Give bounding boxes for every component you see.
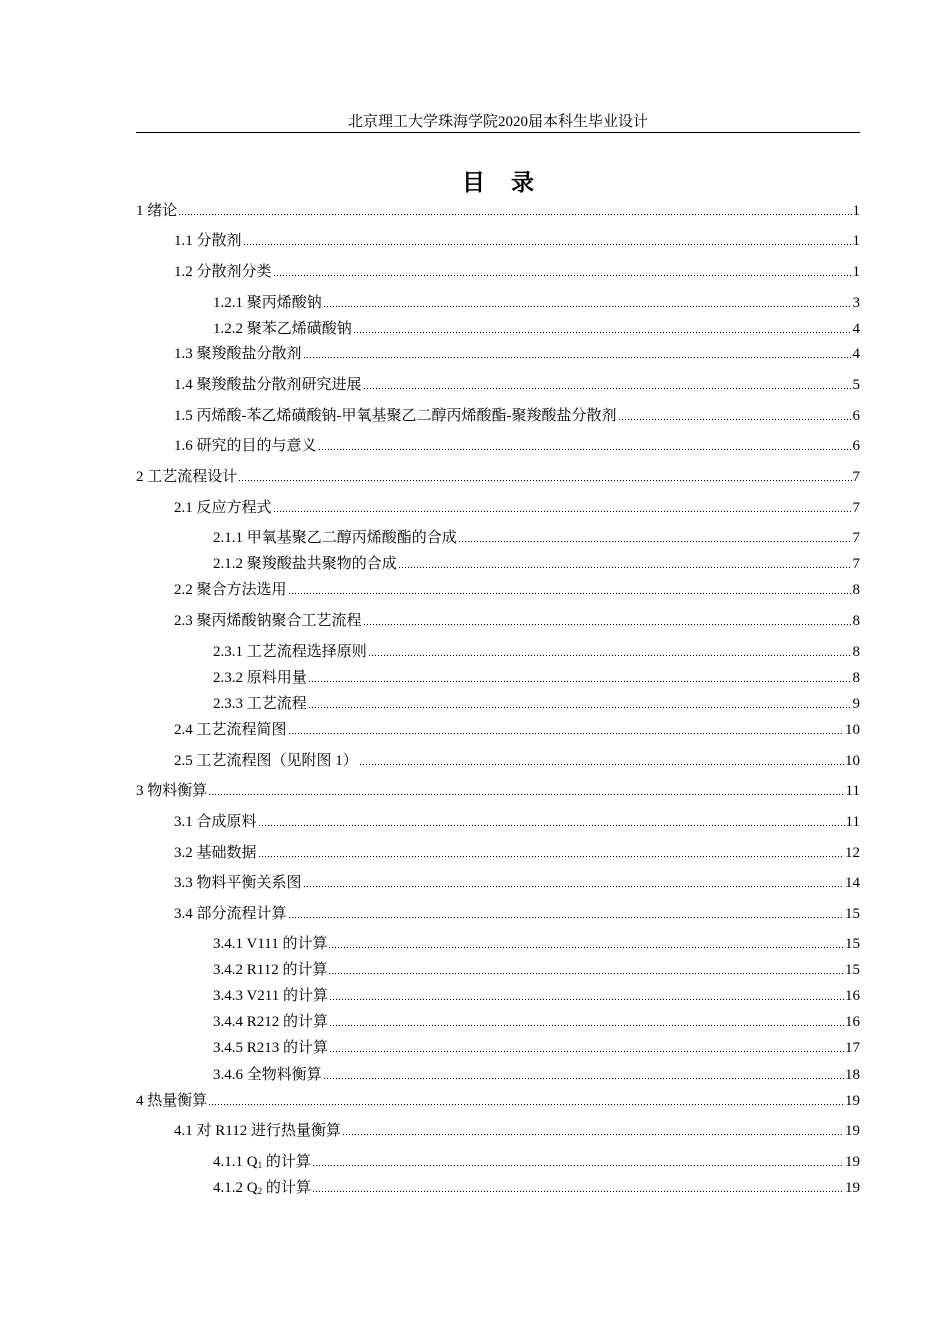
dot-leader [288, 732, 844, 736]
toc-page-number: 19 [845, 1093, 860, 1109]
toc-entry-3-4[interactable] [174, 905, 860, 923]
dot-leader [258, 824, 845, 828]
toc-entry-2-2[interactable] [174, 581, 860, 599]
toc-entry-label: 1.2.2 聚苯乙烯磺酸钠 [213, 321, 352, 337]
dot-leader [323, 305, 852, 309]
toc-page-number: 6 [852, 408, 860, 424]
toc-page-number: 8 [852, 582, 860, 598]
toc-entry-1[interactable] [136, 202, 860, 220]
dot-leader [323, 1077, 844, 1081]
toc-page-number: 3 [852, 295, 860, 311]
toc-entry-label: 2.5 工艺流程图（见附图 1） [174, 753, 358, 769]
toc-entry-label: 2.3 聚丙烯酸钠聚合工艺流程 [174, 613, 362, 629]
dot-leader [368, 654, 852, 658]
toc-entry-2-3-3[interactable] [213, 695, 860, 713]
dot-leader [288, 916, 844, 920]
toc-entry-3-4-6[interactable] [213, 1066, 860, 1084]
toc-entry-label: 1.3 聚羧酸盐分散剂 [174, 346, 302, 362]
toc-entry-2-1-2[interactable] [213, 555, 860, 573]
dot-leader [178, 213, 851, 217]
toc-page-number: 1 [852, 264, 860, 280]
toc-entry-label: 3.4.1 V111 的计算 [213, 936, 328, 952]
toc-entry-label: 3.2 基础数据 [174, 845, 257, 861]
toc-entry-2-3-2[interactable] [213, 669, 860, 687]
toc-entry-label: 2.1 反应方程式 [174, 500, 272, 516]
toc-entry-label: 3.4.3 V211 的计算 [213, 988, 329, 1004]
toc-page-number: 12 [845, 845, 860, 861]
toc-entry-4-1[interactable] [174, 1122, 860, 1140]
toc-entry-label: 2 工艺流程设计 [136, 469, 238, 485]
toc-entry-label: 2.1.1 甲氧基聚乙二醇丙烯酸酯的合成 [213, 530, 457, 546]
toc-title-char-1: 目 [462, 170, 485, 195]
toc-entry-2-1-1[interactable] [213, 529, 860, 547]
toc-entry-1-2-2[interactable] [213, 320, 860, 338]
toc-entry-label: 1 绪论 [136, 203, 178, 219]
toc-entry-2-4[interactable] [174, 721, 860, 739]
toc-entry-2[interactable] [136, 468, 860, 486]
label-prefix: 4.1.2 Q [213, 1180, 258, 1196]
toc-page-number: 1 [852, 233, 860, 249]
label-suffix: 的计算 [265, 1180, 311, 1196]
toc-entry-3-4-4[interactable] [213, 1013, 860, 1031]
toc-page-number: 8 [852, 613, 860, 629]
toc-entry-label: 2.4 工艺流程简图 [174, 722, 287, 738]
label-subscript: 2 [257, 1186, 263, 1196]
toc-entry-2-3[interactable] [174, 612, 860, 630]
toc-entry-label: 3 物料衡算 [136, 783, 208, 799]
dot-leader [363, 387, 852, 391]
toc-page-number: 19 [845, 1180, 860, 1196]
toc-entry-label: 2.3.1 工艺流程选择原则 [213, 644, 367, 660]
dot-leader [308, 680, 852, 684]
toc-entry-1-4[interactable] [174, 376, 860, 394]
toc-entry-label: 3.4.2 R112 的计算 [213, 962, 328, 978]
toc-page-number: 6 [852, 438, 860, 454]
dot-leader [329, 1024, 844, 1028]
toc-entry-label: 2.2 聚合方法选用 [174, 582, 287, 598]
dot-leader [288, 592, 852, 596]
toc-page-number: 4 [852, 321, 860, 337]
toc-entry-label [213, 1179, 311, 1197]
header-divider [136, 132, 860, 133]
toc-entry-3-3[interactable] [174, 874, 860, 892]
toc-entry-3-4-2[interactable] [213, 961, 860, 979]
toc-entry-label: 1.2.1 聚丙烯酸钠 [213, 295, 322, 311]
toc-entry-3-4-1[interactable] [213, 935, 860, 953]
toc-entry-label: 3.3 物料平衡关系图 [174, 875, 302, 891]
toc-entry-1-2[interactable] [174, 263, 860, 281]
toc-page-number: 11 [845, 783, 860, 799]
dot-leader [238, 479, 851, 483]
toc-entry-label: 2.3.2 原料用量 [213, 670, 307, 686]
dot-leader [342, 1133, 844, 1137]
toc-page-number: 8 [852, 644, 860, 660]
toc-entry-1-6[interactable] [174, 437, 860, 455]
toc-entry-label: 3.4.6 全物料衡算 [213, 1067, 322, 1083]
toc-entry-3-4-3[interactable] [213, 987, 860, 1005]
label-suffix: 的计算 [265, 1154, 311, 1170]
toc-page-number: 7 [852, 469, 860, 485]
toc-entry-label: 3.4 部分流程计算 [174, 906, 287, 922]
dot-leader [273, 274, 852, 278]
toc-page-number: 10 [845, 753, 860, 769]
toc-entry-label: 3.1 合成原料 [174, 814, 257, 830]
toc-entry-3-1[interactable] [174, 813, 860, 831]
toc-entry-1-5[interactable] [174, 407, 860, 425]
toc-entry-3-2[interactable] [174, 844, 860, 862]
toc-page-number: 14 [845, 875, 860, 891]
toc-page-number: 1 [852, 203, 860, 219]
toc-page-number: 5 [852, 377, 860, 393]
dot-leader [353, 331, 852, 335]
toc-entry-1-2-1[interactable] [213, 294, 860, 312]
dot-leader [303, 885, 844, 889]
toc-page-number: 8 [852, 670, 860, 686]
toc-entry-label: 3.4.5 R213 的计算 [213, 1040, 329, 1056]
toc-entry-4[interactable] [136, 1092, 860, 1110]
toc-entry-4-1-2[interactable] [213, 1179, 860, 1197]
dot-leader [458, 540, 852, 544]
dot-leader [398, 566, 852, 570]
dot-leader [208, 793, 844, 797]
dot-leader [329, 1050, 844, 1054]
dot-leader [258, 855, 844, 859]
toc-page-number: 9 [852, 696, 860, 712]
toc-entry-label: 1.1 分散剂 [174, 233, 242, 249]
dot-leader [329, 998, 844, 1002]
toc-page-number: 18 [845, 1067, 860, 1083]
toc-entry-label: 1.6 研究的目的与意义 [174, 438, 317, 454]
toc-page-number: 15 [845, 962, 860, 978]
toc-page-number: 16 [845, 1014, 860, 1030]
toc-entry-2-5[interactable] [174, 752, 860, 770]
toc-entry-label: 2.3.3 工艺流程 [213, 696, 307, 712]
dot-leader [328, 946, 844, 950]
toc-title-char-2: 录 [511, 170, 534, 195]
toc-page-number: 19 [845, 1154, 860, 1170]
dot-leader [208, 1103, 844, 1107]
toc-entry-label: 1.2 分散剂分类 [174, 264, 272, 280]
toc-page-number: 7 [852, 556, 860, 572]
toc-entry-3-4-5[interactable] [213, 1039, 860, 1057]
toc-page-number: 15 [845, 936, 860, 952]
toc-title [136, 168, 860, 198]
toc-page-number: 11 [845, 814, 860, 830]
page-header: 北京理工大学珠海学院2020届本科生毕业设计 [347, 114, 648, 130]
dot-leader [363, 623, 852, 627]
toc-entry-4-1-1[interactable] [213, 1153, 860, 1171]
dot-leader [359, 763, 844, 767]
toc-entry-label: 1.5 丙烯酸-苯乙烯磺酸钠-甲氧基聚乙二醇丙烯酸酯-聚羧酸盐分散剂 [174, 408, 617, 424]
toc-page-number: 16 [845, 988, 860, 1004]
toc-entry-1-3[interactable] [174, 345, 860, 363]
toc-page-number: 15 [845, 906, 860, 922]
toc-entry-label: 3.4.4 R212 的计算 [213, 1014, 329, 1030]
dot-leader [243, 243, 852, 247]
dot-leader [308, 706, 852, 710]
dot-leader [328, 972, 844, 976]
toc-page-number: 19 [845, 1123, 860, 1139]
label-subscript: 1 [257, 1160, 263, 1170]
dot-leader [318, 448, 852, 452]
dot-leader [312, 1190, 844, 1194]
toc-entry-2-3-1[interactable] [213, 643, 860, 661]
dot-leader [303, 356, 852, 360]
toc-entry-3[interactable] [136, 782, 860, 800]
toc-page-number: 17 [845, 1040, 860, 1056]
toc-page-number: 10 [845, 722, 860, 738]
toc-page-number: 7 [852, 530, 860, 546]
toc-entry-1-1[interactable] [174, 232, 860, 250]
label-prefix: 4.1.1 Q [213, 1154, 258, 1170]
toc-entry-label: 4.1 对 R112 进行热量衡算 [174, 1123, 341, 1139]
toc-entry-label: 4 热量衡算 [136, 1093, 208, 1109]
dot-leader [618, 418, 852, 422]
toc-page-number: 7 [852, 500, 860, 516]
dot-leader [312, 1164, 844, 1168]
toc-entry-label [213, 1153, 311, 1171]
toc-page-number: 4 [852, 346, 860, 362]
toc-entry-2-1[interactable] [174, 499, 860, 517]
dot-leader [273, 510, 852, 514]
toc-entry-label: 1.4 聚羧酸盐分散剂研究进展 [174, 377, 362, 393]
toc-entry-label: 2.1.2 聚羧酸盐共聚物的合成 [213, 556, 397, 572]
